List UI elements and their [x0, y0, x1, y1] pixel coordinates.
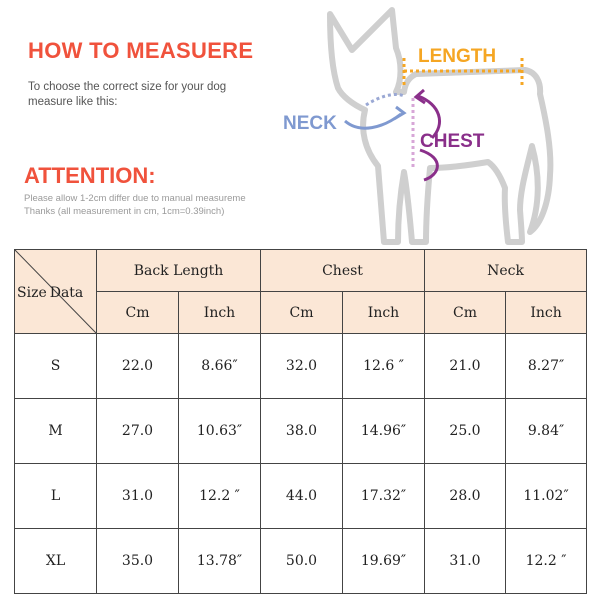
- table-cell: 8.66″: [179, 334, 261, 399]
- table-cell: 32.0: [261, 334, 343, 399]
- corner-size-label: Size: [17, 285, 47, 301]
- unit-header: Inch: [506, 292, 587, 334]
- table-cell: 25.0: [425, 399, 506, 464]
- note-line-2: Thanks (all measurement in cm, 1cm=0.39inch): [24, 206, 225, 217]
- table-row: [15, 464, 587, 529]
- unit-header: Inch: [179, 292, 261, 334]
- attention-note: [24, 192, 296, 218]
- table-header-row: [15, 250, 587, 292]
- table-row: [15, 334, 587, 399]
- table-row: [15, 399, 587, 464]
- table-cell: 31.0: [97, 464, 179, 529]
- table-cell: 8.27″: [506, 334, 587, 399]
- table-unit-row: [15, 292, 587, 334]
- table-cell: 27.0: [97, 399, 179, 464]
- guide-intro: [28, 80, 258, 110]
- table-cell: 12.2 ″: [179, 464, 261, 529]
- table-cell: 13.78″: [179, 529, 261, 594]
- length-label: LENGTH: [418, 46, 497, 67]
- table-cell: 17.32″: [343, 464, 425, 529]
- corner-text: [17, 285, 86, 301]
- unit-header: Cm: [425, 292, 506, 334]
- table-cell: 22.0: [97, 334, 179, 399]
- table-cell: 10.63″: [179, 399, 261, 464]
- column-group-header: Chest: [261, 250, 425, 292]
- column-group-header: Back Length: [97, 250, 261, 292]
- chest-label: CHEST: [420, 131, 485, 152]
- table-cell: 31.0: [425, 529, 506, 594]
- table-cell: 44.0: [261, 464, 343, 529]
- size-cell: S: [15, 334, 97, 399]
- unit-header: Inch: [343, 292, 425, 334]
- table-cell: 12.2 ″: [506, 529, 587, 594]
- attention-heading: ATTENTION:: [24, 163, 156, 188]
- intro-line-1: To choose the correct size for your dog: [28, 81, 227, 93]
- guide-title: HOW TO MEASUERE: [28, 38, 254, 63]
- table-cell: 11.02″: [506, 464, 587, 529]
- unit-header: Cm: [261, 292, 343, 334]
- unit-header: Cm: [97, 292, 179, 334]
- size-cell: XL: [15, 529, 97, 594]
- table-cell: 9.84″: [506, 399, 587, 464]
- table-cell: 28.0: [425, 464, 506, 529]
- neck-indicator: [345, 94, 404, 128]
- table-cell: 12.6 ″: [343, 334, 425, 399]
- size-cell: L: [15, 464, 97, 529]
- table-cell: 35.0: [97, 529, 179, 594]
- table-cell: 38.0: [261, 399, 343, 464]
- size-cell: M: [15, 399, 97, 464]
- column-group-header: Neck: [425, 250, 587, 292]
- table-cell: 14.96″: [343, 399, 425, 464]
- corner-data-label: Data: [49, 285, 84, 301]
- intro-line-2: measure like this:: [28, 96, 118, 108]
- table-cell: 50.0: [261, 529, 343, 594]
- size-data-corner-cell: [15, 250, 97, 334]
- table-cell: 19.69″: [343, 529, 425, 594]
- size-chart-table: [14, 249, 587, 594]
- table-row: [15, 529, 587, 594]
- neck-label: NECK: [283, 113, 337, 134]
- table-cell: 21.0: [425, 334, 506, 399]
- note-line-1: Please allow 1-2cm differ due to manual measureme: [24, 193, 246, 204]
